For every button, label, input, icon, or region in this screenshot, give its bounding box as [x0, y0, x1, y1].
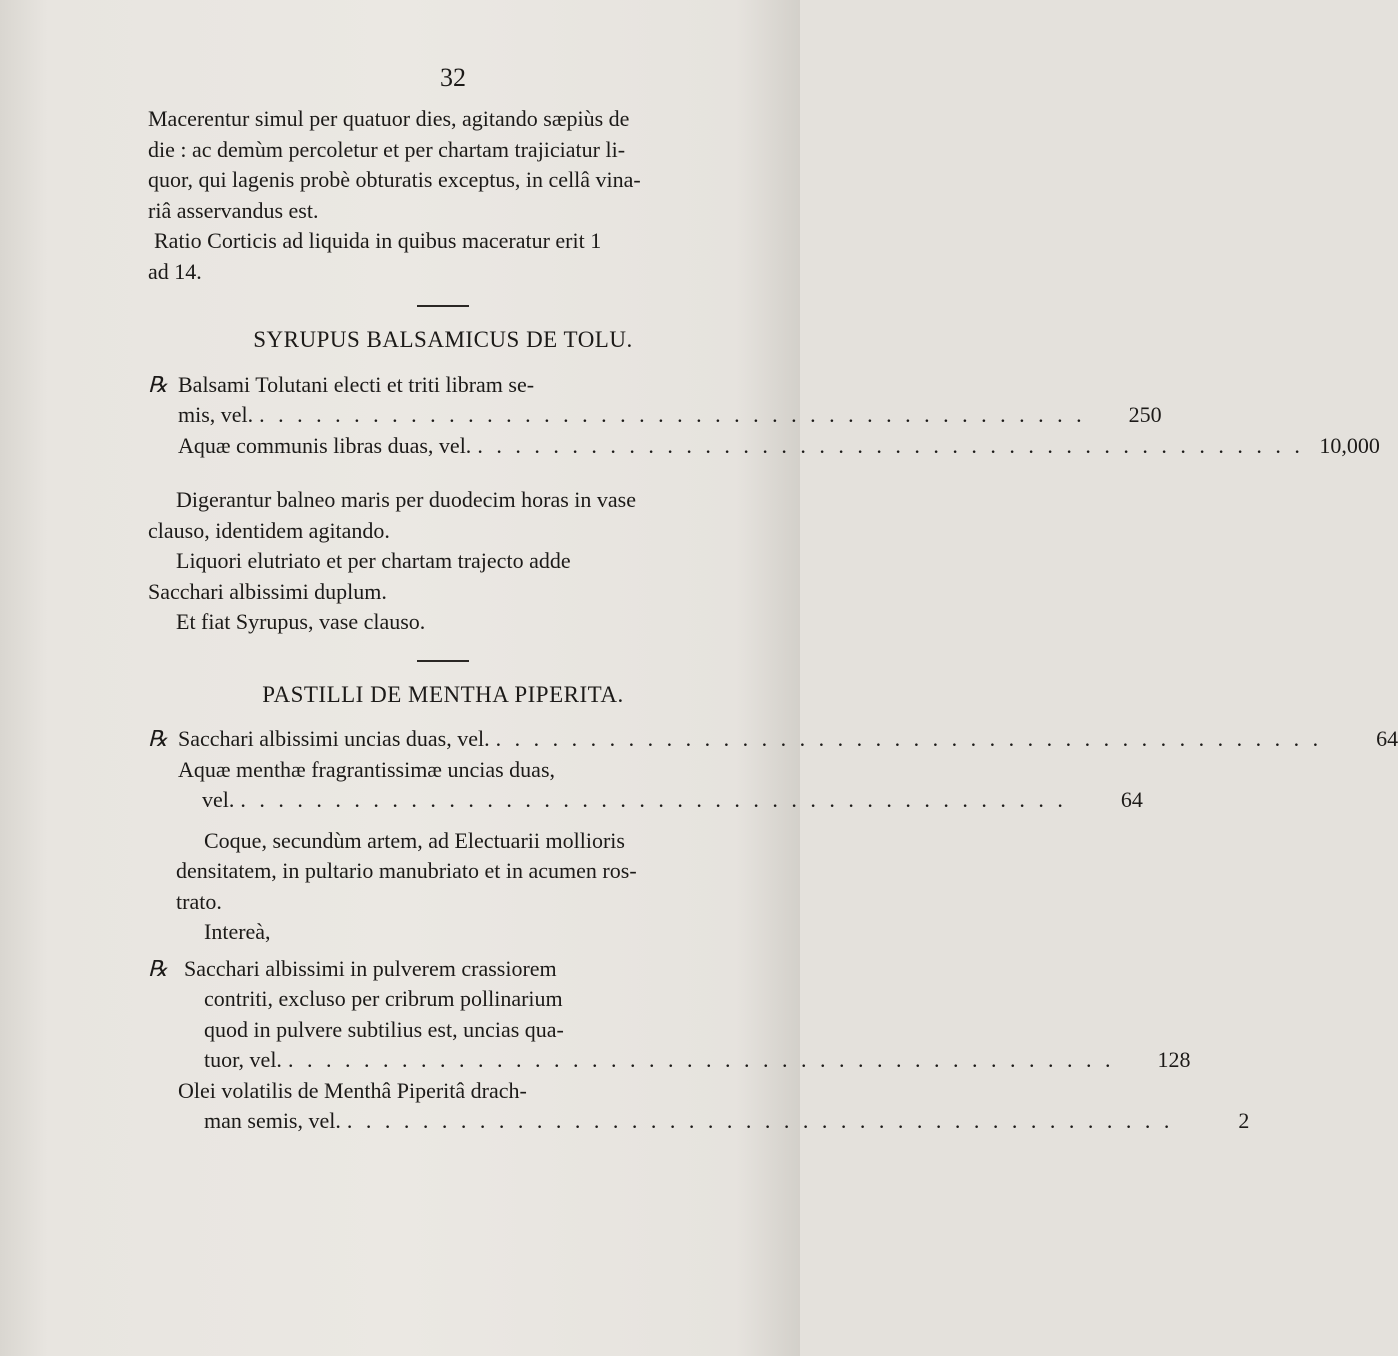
ingredient-line: quod in pulvere subtilius est, uncias qua- — [204, 1016, 564, 1042]
recipe-symbol-icon: ℞ — [148, 371, 168, 397]
dot-leader: . . . . . . . . . . . . . . . . . . . . . . . . . . . . . . . . . . . . . . . . . . . . — [495, 726, 1323, 751]
recipe-pastilli — [148, 724, 1398, 816]
ingredient-sacchari — [148, 724, 1398, 755]
text-line: trato. — [176, 888, 222, 914]
ingredient-line: Sacchari albissimi in pulverem crassiorem — [184, 955, 557, 981]
section-title-syrupus: SYRUPUS BALSAMICUS DE TOLU. — [253, 327, 633, 352]
text-line: Coque, secundùm artem, ad Electuarii mollioris — [204, 827, 625, 853]
page-number: 32 — [440, 63, 466, 92]
recipe-symbol-icon: ℞ — [148, 726, 168, 751]
intro-paragraph — [148, 104, 738, 226]
text-line: ad 14. — [148, 258, 202, 284]
dot-leader: . . . . . . . . . . . . . . . . . . . . . . . . . . . . . . . . . . . . . . . . . . . . — [240, 787, 1067, 812]
ingredient-line: Aquæ menthæ fragrantissimæ uncias duas, — [178, 756, 556, 782]
dot-leader: . . . . . . . . . . . . . . . . . . . . . . . . . . . . . . . . . . . . . . . . . . . . — [287, 1047, 1115, 1072]
directions-pastilli — [148, 826, 738, 948]
text-line: Macerentur simul per quatuor dies, agitando sæpiùs de — [148, 106, 630, 131]
ingredient-row — [178, 400, 1162, 431]
text-line: quor, qui lagenis probè obturatis exceptus, in cellâ vina- — [148, 167, 641, 192]
text-line: Intereà, — [204, 919, 271, 944]
text-line: Ratio Corticis ad liquida in quibus maceratur erit 1 — [154, 228, 602, 253]
directions-syrupus — [148, 485, 738, 638]
ingredient-text: vel. — [202, 787, 235, 812]
section-title-pastilli: PASTILLI DE MENTHA PIPERITA. — [262, 681, 624, 707]
ingredient-amount: 64 — [1120, 787, 1143, 812]
recipe-pastilli-2 — [148, 954, 1250, 1137]
ingredient-text: man semis, vel. — [204, 1108, 341, 1133]
ingredient-row — [178, 1045, 1191, 1076]
text-line: Liquori elutriato et per chartam trajecto adde — [176, 548, 571, 573]
recipe-syrupus — [148, 370, 1380, 462]
ingredient-amount: 2 — [1238, 1108, 1250, 1133]
ingredient-aquae-menthae — [148, 755, 1143, 816]
ingredient-line: Olei volatilis de Menthâ Piperitâ drach- — [178, 1077, 527, 1103]
ingredient-text: Sacchari albissimi uncias duas, vel. — [178, 726, 490, 751]
page-content — [148, 56, 1398, 1147]
ingredient-row — [178, 724, 1398, 755]
ingredient-text: mis, vel. — [178, 402, 254, 427]
recipe-symbol-icon: ℞ — [148, 955, 168, 981]
dot-leader: . . . . . . . . . . . . . . . . . . . . . . . . . . . . . . . . . . . . . . . . . . . . — [259, 402, 1086, 427]
ingredient-row — [178, 1106, 1250, 1137]
dot-leader: . . . . . . . . . . . . . . . . . . . . . . . . . . . . . . . . . . . . . . . . . . . . — [477, 432, 1304, 458]
text-line: riâ asservandus est. — [148, 197, 319, 223]
ingredient-row — [178, 785, 1143, 816]
text-line: Sacchari albissimi duplum. — [148, 578, 387, 604]
text-line: densitatem, in pultario manubriato et in acumen ros- — [176, 858, 637, 883]
section-divider — [417, 305, 469, 307]
ingredient-amount: 250 — [1128, 402, 1162, 427]
dot-leader: . . . . . . . . . . . . . . . . . . . . . . . . . . . . . . . . . . . . . . . . . . . . — [346, 1108, 1174, 1133]
ingredient-aquae — [148, 431, 1380, 462]
ratio-paragraph — [148, 226, 738, 287]
ingredient-line: contriti, excluso per cribrum pollinarium — [204, 986, 563, 1011]
ingredient-text: Aquæ communis libras duas, vel. — [178, 432, 472, 458]
section-divider — [417, 660, 469, 662]
text-line: clauso, identidem agitando. — [148, 517, 390, 543]
text-line: Digerantur balneo maris per duodecim horas in vase — [176, 487, 637, 512]
ingredient-balsami — [148, 370, 1162, 431]
ingredient-amount: 128 — [1157, 1047, 1191, 1072]
ingredient-amount: 64 — [1376, 726, 1398, 751]
ingredient-line: Balsami Tolutani electi et triti libram se- — [178, 371, 535, 397]
text-line: die : ac demùm percoletur et per chartam trajiciatur li- — [148, 136, 626, 162]
ingredient-sacchari-pulverem — [148, 954, 1191, 1076]
ingredient-text: tuor, vel. — [204, 1047, 282, 1072]
ingredient-olei — [148, 1076, 1250, 1137]
ingredient-amount: 10,000 — [1319, 432, 1380, 458]
text-line: Et fiat Syrupus, vase clauso. — [176, 609, 426, 634]
